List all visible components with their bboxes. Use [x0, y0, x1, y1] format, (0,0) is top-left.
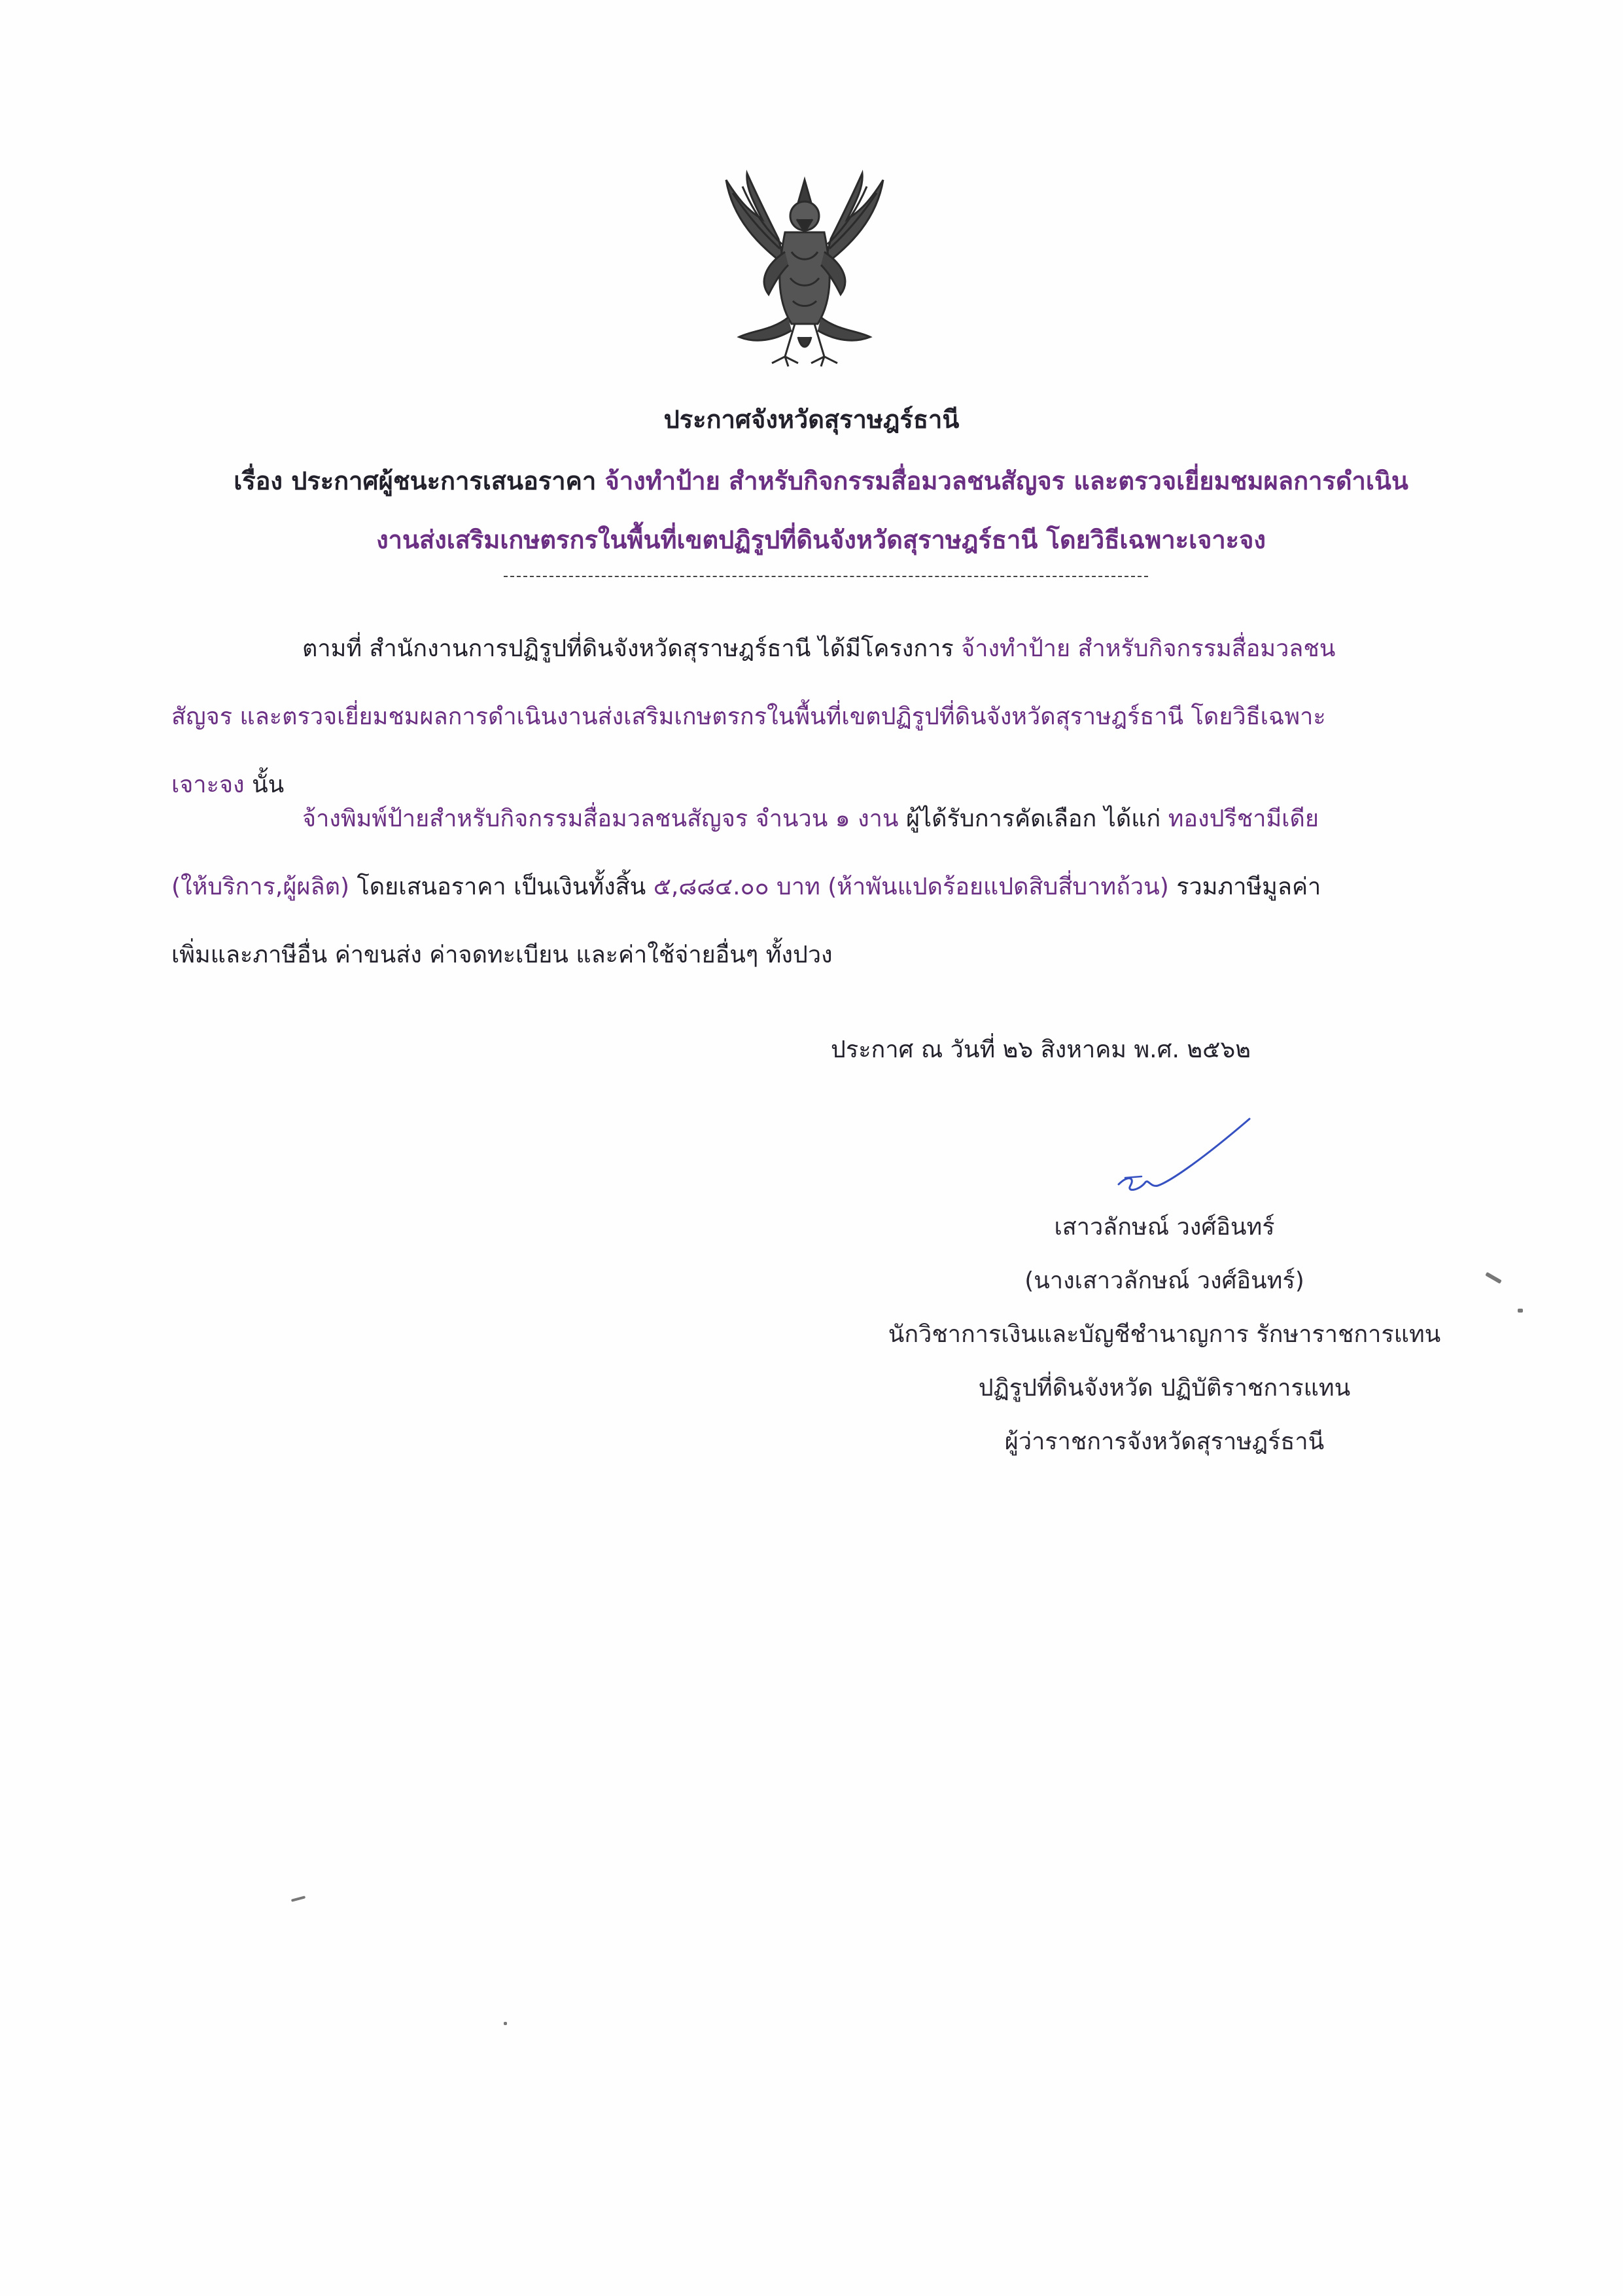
paragraph-2-price-tail: รวมภาษีมูลค่า — [1176, 874, 1321, 900]
handwritten-signature — [1112, 1112, 1269, 1210]
paragraph-1-project-a: จ้างทำป้าย สำหรับกิจกรรมสื่อมวลชน — [961, 635, 1336, 662]
paragraph-1-project-c: เจาะจง — [171, 771, 245, 798]
signatory-position-1: นักวิชาการเงินและบัญชีชำนาญการ รักษาราชการแทน — [888, 1321, 1441, 1348]
signatory-name: เสาวลักษณ์ วงศ์อินทร์ — [1054, 1214, 1275, 1241]
paragraph-2-price: ๕,๘๘๔.๐๐ บาท (ห้าพันแปดร้อยแปดสิบสี่บาทถ้วน) — [653, 874, 1169, 900]
paragraph-1-intro: ตามที่ สำนักงานการปฏิรูปที่ดินจังหวัดสุราษฎร์ธานี ได้มีโครงการ — [302, 635, 954, 662]
paragraph-2-item: จ้างพิมพ์ป้ายสำหรับกิจกรรมสื่อมวลชนสัญจร จำนวน ๑ งาน — [302, 805, 899, 832]
subject-line-2: งานส่งเสริมเกษตรกรในพื้นที่เขตปฏิรูปที่ดินจังหวัดสุราษฎร์ธานี โดยวิธีเฉพาะเจาะจง — [376, 525, 1266, 554]
document-title: ประกาศจังหวัดสุราษฎร์ธานี — [663, 405, 960, 434]
paragraph-2-price-label: โดยเสนอราคา เป็นเงินทั้งสิ้น — [357, 874, 646, 900]
announcement-date: ประกาศ ณ วันที่ ๒๖ สิงหาคม พ.ศ. ๒๕๖๒ — [831, 1036, 1251, 1063]
signatory-position-3: ผู้ว่าราชการจังหวัดสุราษฎร์ธานี — [1004, 1428, 1325, 1455]
paragraph-1-suffix: นั้น — [244, 771, 285, 798]
scan-speck — [504, 2022, 507, 2025]
paragraph-2-closing: เพิ่มและภาษีอื่น ค่าขนส่ง ค่าจดทะเบียน และค่าใช้จ่ายอื่นๆ ทั้งปวง — [171, 942, 833, 968]
divider-line — [504, 576, 1148, 577]
paragraph-1-project-b: สัญจร และตรวจเยี่ยมชมผลการดำเนินงานส่งเสริมเกษตรกรในพื้นที่เขตปฏิรูปที่ดินจังหวัดสุราษฎร์ธานี โดยวิธีเฉพาะ — [171, 703, 1326, 730]
signatory-name-full: (นางเสาวลักษณ์ วงศ์อินทร์) — [1024, 1267, 1304, 1294]
paragraph-2 — [171, 785, 1454, 989]
paragraph-2-winner-b: (ให้บริการ,ผู้ผลิต) — [171, 874, 350, 900]
scan-speck — [291, 1896, 305, 1902]
subject-block — [164, 451, 1478, 569]
subject-lead: เรื่อง ประกาศผู้ชนะการเสนอราคา — [234, 467, 597, 495]
signatory-position-2: ปฏิรูปที่ดินจังหวัด ปฏิบัติราชการแทน — [978, 1375, 1351, 1402]
paragraph-2-winner-label: ผู้ได้รับการคัดเลือก ได้แก่ — [905, 805, 1161, 832]
scan-speck — [1518, 1309, 1523, 1313]
subject-line-1: จ้างทำป้าย สำหรับกิจกรรมสื่อมวลชนสัญจร และตรวจเยี่ยมชมผลการดำเนิน — [604, 467, 1408, 495]
garuda-emblem-icon — [707, 167, 903, 383]
paragraph-2-winner-a: ทองปรีชามีเดีย — [1168, 805, 1319, 832]
